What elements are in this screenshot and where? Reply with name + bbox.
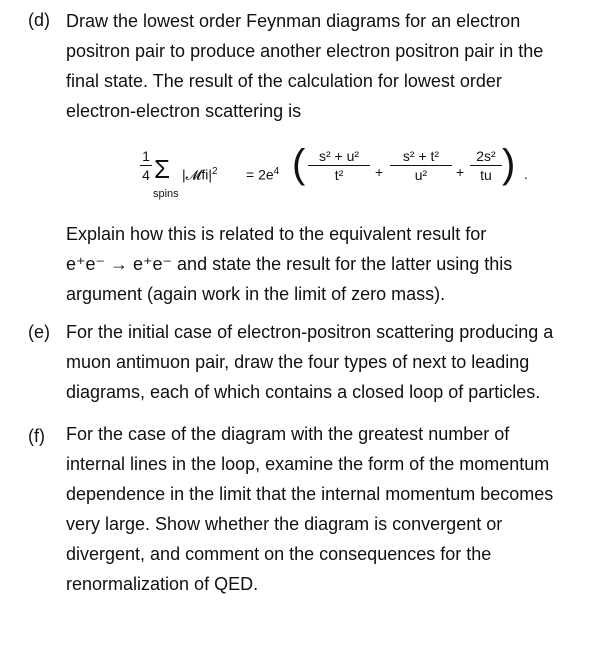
- part-d-line: final state. The result of the calculation for lowest order: [66, 71, 502, 91]
- part-e-marker: (e): [28, 322, 50, 342]
- fraction-denominator: u²: [414, 167, 428, 183]
- part-f-marker: (f): [28, 426, 45, 446]
- part-f-line: very large. Show whether the diagram is convergent or: [66, 514, 503, 534]
- part-e-line: muon antimuon pair, draw the four types of next to leading: [66, 352, 530, 372]
- fraction-numerator: 1: [142, 148, 150, 164]
- fraction-bar: [140, 165, 152, 166]
- fraction-numerator: s² + t²: [402, 148, 440, 164]
- square-exponent: 2: [211, 166, 218, 177]
- coupling-term: [246, 166, 279, 183]
- part-f-line: For the case of the diagram with the greatest number of: [66, 424, 510, 444]
- plus-sign: +: [456, 164, 465, 180]
- part-f-text: [66, 419, 596, 599]
- equation-period: .: [524, 166, 528, 182]
- part-d-text: [66, 6, 596, 126]
- part-f-line: divergent, and comment on the consequences for the: [66, 544, 492, 564]
- part-d-marker: (d): [28, 10, 50, 30]
- part-e-line: For the initial case of electron-positron scattering producing a: [66, 322, 554, 342]
- spin-averaged-matrix-element-equation: [140, 144, 580, 208]
- matrix-element-symbol: |𝓜fi|: [182, 166, 212, 183]
- fraction-numerator: s² + u²: [318, 148, 360, 164]
- summation-symbol: Σ: [154, 154, 171, 184]
- fraction-denominator: tu: [480, 167, 492, 183]
- right-paren: ): [502, 142, 516, 186]
- left-paren: (: [292, 142, 306, 186]
- interference-fraction: [470, 148, 502, 183]
- coupling-prefix: = 2e: [246, 166, 274, 183]
- part-d-after-line: e⁺e⁻ → e⁺e⁻ and state the result for the latter using this: [66, 254, 513, 274]
- part-d-line: Draw the lowest order Feynman diagrams for an electron: [66, 11, 521, 31]
- matrix-element-abs: [182, 166, 218, 184]
- fraction-numerator: 2s²: [476, 148, 496, 164]
- t-channel-fraction: [308, 148, 370, 183]
- part-f-line: internal lines in the loop, examine the form of the momentum: [66, 454, 550, 474]
- coupling-exponent: 4: [273, 166, 280, 177]
- part-d-after-line: Explain how this is related to the equivalent result for: [66, 224, 487, 244]
- part-e-text: [66, 317, 596, 407]
- part-f-line: renormalization of QED.: [66, 574, 259, 594]
- fraction-bar: [470, 165, 502, 166]
- u-channel-fraction: [390, 148, 452, 183]
- part-d-line: electron-electron scattering is: [66, 101, 302, 121]
- part-d-after-line: argument (again work in the limit of zero mass).: [66, 284, 446, 304]
- fraction-denominator: 4: [142, 167, 150, 183]
- fraction-bar: [390, 165, 452, 166]
- fraction-denominator: t²: [334, 167, 344, 183]
- part-f-line: dependence in the limit that the internal momentum becomes: [66, 484, 554, 504]
- part-e-line: diagrams, each of which contains a closed loop of particles.: [66, 382, 541, 402]
- summation-subscript: spins: [153, 188, 179, 200]
- one-quarter-fraction: [140, 148, 152, 183]
- fraction-bar: [308, 165, 370, 166]
- part-d-line: positron pair to produce another electron positron pair in the: [66, 41, 544, 61]
- part-d-after-text: [66, 219, 596, 309]
- plus-sign: +: [375, 164, 384, 180]
